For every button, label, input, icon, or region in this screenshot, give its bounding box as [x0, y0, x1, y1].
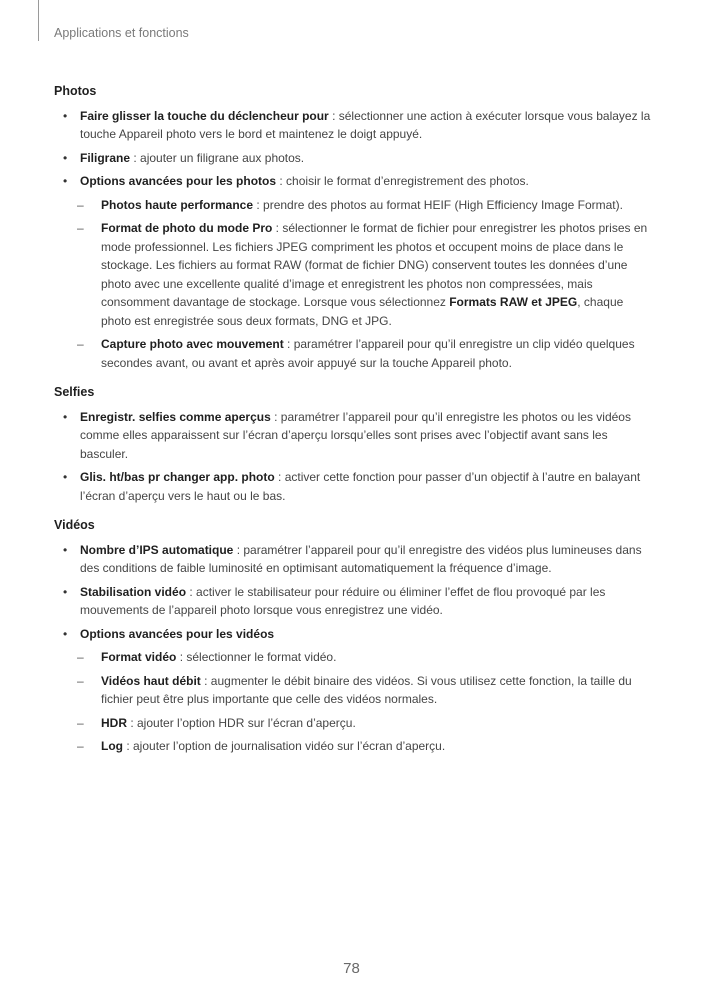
sub-item [54, 672, 651, 709]
sub-text: : ajouter l’option HDR sur l’écran d’aperçu. [127, 715, 356, 730]
sub-term: Capture photo avec mouvement [101, 337, 284, 351]
sub-term: Format vidéo [101, 650, 177, 664]
item-text: : activer cette fonction pour passer d’un objectif à l’autre en balayant l’écran d’aperçu vers le haut ou le bas. [80, 470, 641, 503]
sub-term: Photos haute performance [101, 197, 254, 212]
header-title: Applications et fonctions [54, 26, 189, 40]
sub-text: : ajouter l’option de journalisation vidéo sur l’écran d’aperçu. [123, 739, 446, 753]
sub-item [54, 714, 651, 733]
section-selfies [54, 383, 651, 505]
bullet-list [54, 408, 651, 506]
section-videos [54, 516, 651, 756]
header-rule [38, 0, 39, 41]
item-term: Options avancées pour les vidéos [80, 626, 275, 641]
section-photos [54, 82, 651, 372]
item-term: Filigrane [80, 150, 131, 165]
item-term: Faire glisser la touche du déclencheur pour [80, 108, 329, 123]
item-term: Enregistr. selfies comme aperçus [80, 409, 271, 424]
list-item [54, 625, 651, 756]
content [54, 82, 651, 767]
sub-item [54, 648, 651, 667]
item-text: : sélectionner une action à exécuter lorsque vous balayez la touche Appareil photo vers le bord et maintenez le doigt appuyé. [80, 108, 651, 141]
sub-term: Vidéos haut débit [101, 673, 201, 688]
sub-text: : paramétrer l’appareil pour qu’il enregistre un clip vidéo quelques secondes avant, ou avant et après avoir appuyé sur la touche Appareil photo. [101, 337, 635, 370]
section-title: Selfies [54, 385, 95, 399]
sub-text-end: , chaque photo est enregistrée sous deux formats, DNG et JPG. [101, 295, 624, 328]
sub-text: : sélectionner le format vidéo. [176, 650, 337, 664]
list-item [54, 408, 651, 464]
list-item [54, 541, 651, 578]
sub-text: : augmenter le débit binaire des vidéos. Si vous utilisez cette fonction, la taille du fichier peut être plus importante que celle des vidéos normales. [101, 673, 632, 706]
sub-term: HDR [101, 715, 127, 730]
section-title: Vidéos [54, 518, 95, 532]
item-text: : paramétrer l’appareil pour qu’il enregistre les photos ou les vidéos comme elles apparaissent sur l’écran d’aperçu lorsqu’elles sont prises avec l’objectif avant sans les basculer. [80, 409, 631, 461]
sub-text: : sélectionner le format de fichier pour enregistrer les photos prises en mode professionnel. Les fichiers JPEG compriment les photos et occupent moins de place dans le stockage. Les fichiers au format RAW (format de fichier DNG) conservent toutes les données d’une photo avec une excellente qualité d’image et enregistrent les photos non compressées, mais consomment davantage de stockage. Lorsque vous sélectionnez [101, 221, 648, 309]
list-item [54, 583, 651, 620]
sub-text: : prendre des photos au format HEIF (High Efficiency Image Format). [253, 197, 623, 212]
sub-list [80, 648, 651, 756]
list-item [54, 107, 651, 144]
sub-term-inline: Formats RAW et JPEG [449, 295, 578, 309]
sub-item [54, 219, 651, 330]
item-text: : activer le stabilisateur pour réduire ou éliminer l’effet de flou provoqué par les mouvements de l’appareil photo lorsque vous enregistrez une vidéo. [80, 584, 606, 617]
item-text: : ajouter un filigrane aux photos. [130, 150, 305, 165]
item-term: Nombre d’IPS automatique [80, 542, 234, 557]
sub-item [54, 335, 651, 372]
list-item [54, 149, 651, 168]
list-item [54, 468, 651, 505]
section-title: Photos [54, 84, 97, 98]
sub-term: Format de photo du mode Pro [101, 221, 273, 235]
sub-list [80, 196, 651, 373]
item-term: Stabilisation vidéo [80, 584, 187, 599]
item-text: : choisir le format d’enregistrement des photos. [276, 174, 529, 188]
bullet-list [54, 107, 651, 373]
list-item [54, 172, 651, 372]
bullet-list [54, 541, 651, 756]
item-term: Glis. ht/bas pr changer app. photo [80, 470, 275, 484]
sub-item [54, 737, 651, 756]
sub-item [54, 196, 651, 215]
item-term: Options avancées pour les photos [80, 174, 277, 188]
page-number: 78 [343, 960, 360, 977]
sub-term: Log [101, 739, 123, 753]
item-text: : paramétrer l’appareil pour qu’il enregistre des vidéos plus lumineuses dans des conditions de faible luminosité en optimisant automatiquement la fréquence d’image. [80, 542, 642, 575]
